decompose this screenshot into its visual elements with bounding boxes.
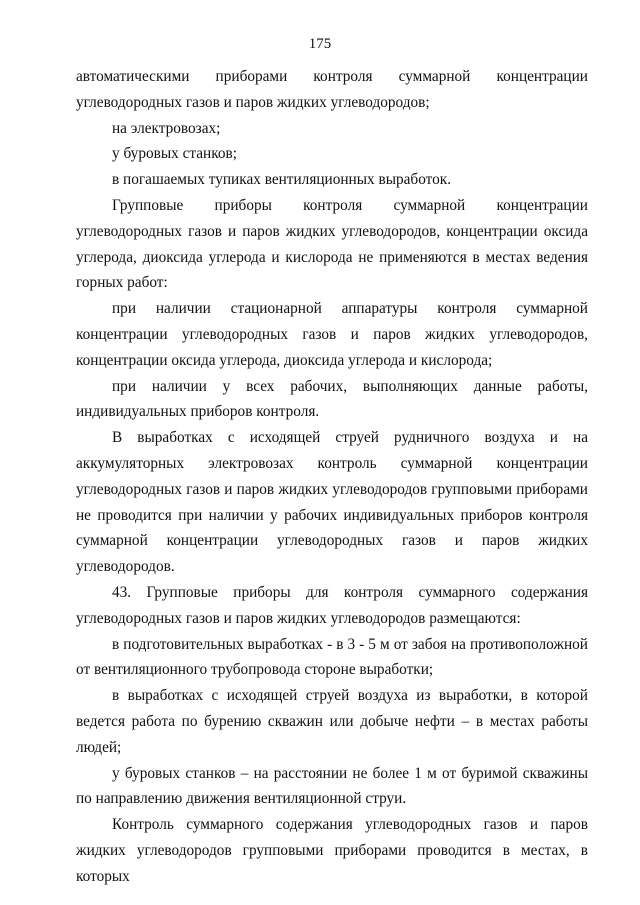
list-item: в выработках с исходящей струей воздуха из выработки, в которой ведется работа по бурению скважин или добыче нефти – в местах работы людей;	[76, 687, 588, 756]
list-item: у буровых станков – на расстоянии не более 1 м от буримой скважины по направлению движения вентиляционной струи.	[76, 764, 588, 808]
paragraph: автоматическими приборами контроля суммарной концентрации углеводородных газов и паров жидких углеводородов;	[76, 68, 588, 111]
list-item: в погашаемых тупиках вентиляционных выработок.	[112, 171, 452, 189]
list-item: при наличии стационарной аппаратуры контроля суммарной концентрации углеводородных газов и паров жидких углеводородов, концентрации оксида углерода, диоксида углерода и кислорода;	[76, 300, 588, 369]
list-item: на электровозах;	[112, 119, 221, 137]
page-number: 175	[308, 36, 332, 52]
list-item: при наличии у всех рабочих, выполняющих данные работы, индивидуальных приборов контроля.	[76, 377, 588, 421]
list-item: в подготовительных выработках - в 3 - 5 м от забоя на противоположной от вентиляционного трубопровода стороне выработки;	[76, 635, 588, 679]
body-text	[76, 64, 588, 890]
section-43-paragraph: 43. Групповые приборы для контроля суммарного содержания углеводородных газов и паров жидких углеводородов размещаются:	[76, 583, 588, 627]
paragraph: Контроль суммарного содержания углеводородных газов и паров жидких углеводородов групповыми приборами проводится в местах, в которых	[76, 816, 588, 885]
paragraph: В выработках с исходящей струей рудничного воздуха и на аккумуляторных электровозах контроль суммарной концентрации углеводородных газов и паров жидких углеводородов групповыми приборами не проводится при наличии у рабочих индивидуальных приборов контроля суммарной концентрации углеводородных газов и паров жидких углеводородов.	[76, 429, 588, 576]
paragraph: Групповые приборы контроля суммарной концентрации углеводородных газов и паров жидких углеводородов, концентрации оксида углерода, диоксида углерода и кислорода не применяются в местах ведения горных работ:	[76, 196, 588, 292]
list-item: у буровых станков;	[112, 145, 238, 163]
